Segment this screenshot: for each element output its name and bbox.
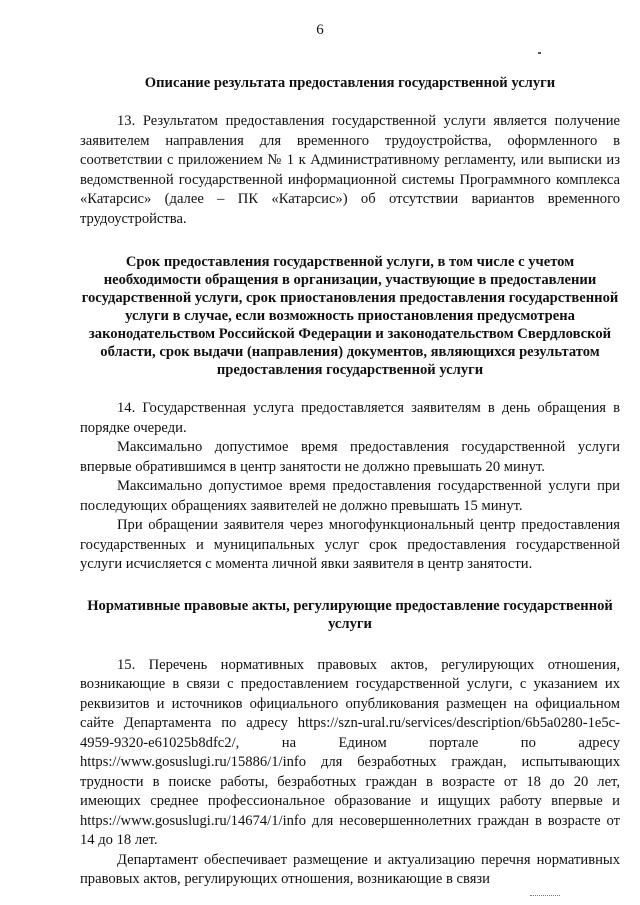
paragraph-14-3: Максимально допустимое время предоставления государственной услуги при последующих обращениях заявителей не должно превышать 15 минут.	[80, 478, 620, 514]
scan-artifact-dash	[530, 895, 560, 897]
paragraph-13: 13. Результатом предоставления государственной услуги является получение заявителем направления для временного трудоустройства, оформленного в соответствии с приложением № 1 к Административному регламенту, или выписки из ведомственной государственной информационной системы Программного комплекса «Катарсис» (далее – ПК «Катарсис») об отсутствии вариантов временного трудоустройства.	[80, 113, 620, 227]
page-number: 6	[316, 22, 324, 38]
paragraph-15-2: Департамент обеспечивает размещение и актуализацию перечня нормативных правовых актов, регулирующих отношения, возникающие в связи	[80, 851, 620, 887]
document-body	[80, 72, 620, 890]
paragraph-15-1: 15. Перечень нормативных правовых актов, регулирующих отношения, возникающие в связи с предоставлением государственной услуги, с указанием их реквизитов и источников официального опубликования размещен на официальном сайте Департамента по адресу https://szn-ural.ru/services/description/6b5a0280-1e5c-4959-9320-e61025b8dfc2/, на Едином портале по адресу https://www.gosuslugi.ru/15886/1/info для безработных граждан, испытывающих трудности в поиске работы, безработных граждан в возрасте от 18 до 20 лет, имеющих среднее профессиональное образование и ищущих работу впервые и https://www.gosuslugi.ru/14674/1/info для несовершеннолетних граждан в возрасте от 14 до 18 лет.	[80, 656, 620, 848]
scan-artifact-mark	[538, 52, 541, 54]
paragraph-14-2: Максимально допустимое время предоставления государственной услуги впервые обратившимся в центр занятости не должно превышать 20 минут.	[80, 439, 620, 475]
section-heading-legal-acts: Нормативные правовые акты, регулирующие предоставление государственной услуги	[87, 597, 613, 632]
paragraph-14-1: 14. Государственная услуга предоставляется заявителям в день обращения в порядке очереди.	[80, 400, 620, 436]
paragraph-14-4: При обращении заявителя через многофункциональный центр предоставления государственных и муниципальных услуг срок предоставления государственной услуги исчисляется с момента личной явки заявителя в центр занятости.	[80, 517, 620, 572]
section-heading-terms: Срок предоставления государственной услуги, в том числе с учетом необходимости обращения в организации, участвующие в предоставлении государственной услуги, срок приостановления предоставления государственной услуги в случае, если возможность приостановления предусмотрена законодательством Российской Федерации и законодательством Свердловской области, срок выдачи (направления) документов, являющихся результатом предоставления государственной услуги	[81, 254, 619, 378]
section-heading-result: Описание результата предоставления государственной услуги	[144, 75, 556, 91]
